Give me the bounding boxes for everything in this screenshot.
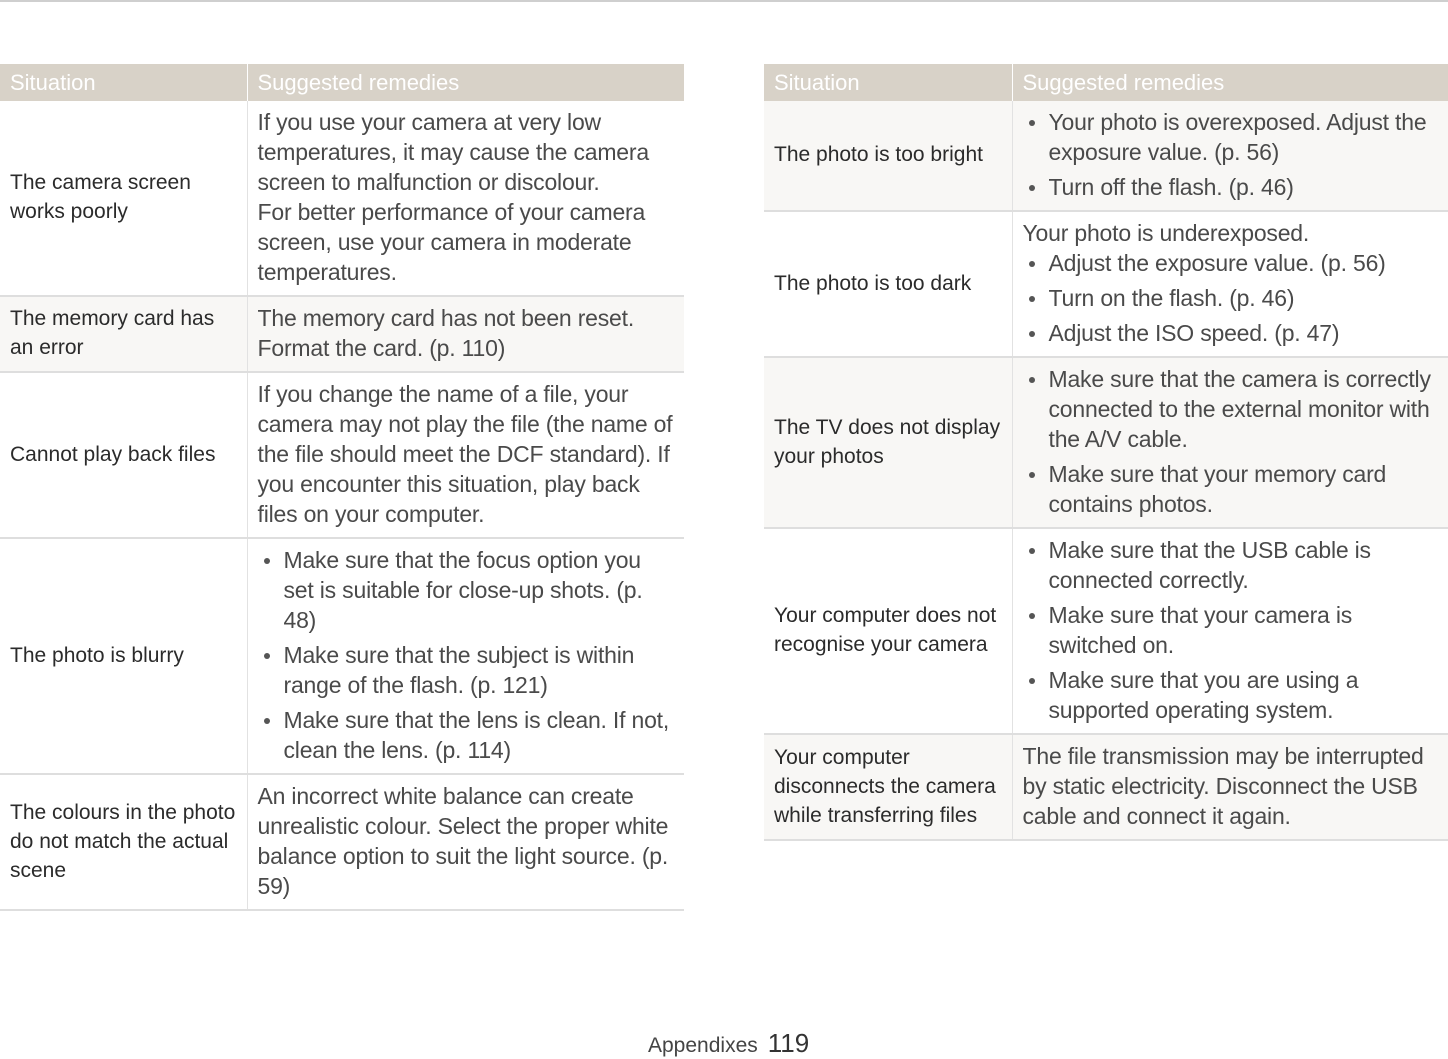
troubleshooting-table-right [764, 64, 1448, 841]
remedy-cell [1012, 211, 1448, 357]
remedy-bullet: Make sure that the camera is correctly connected to the external monitor with the A/V cable. [1023, 364, 1439, 454]
table-row [0, 372, 684, 538]
remedy-bullet: Adjust the ISO speed. (p. 47) [1023, 318, 1439, 348]
situation-cell: The TV does not display your photos [764, 357, 1012, 528]
situation-cell: The photo is too bright [764, 101, 1012, 211]
situation-cell: Your computer does not recognise your camera [764, 528, 1012, 734]
remedy-bullet: Make sure that you are using a supported operating system. [1023, 665, 1439, 725]
header-remedies: Suggested remedies [1012, 64, 1448, 101]
table-row [764, 528, 1448, 734]
situation-cell: The camera screen works poorly [0, 101, 247, 296]
table-row [764, 734, 1448, 840]
remedy-bullet: Make sure that the USB cable is connected correctly. [1023, 535, 1439, 595]
situation-cell: The photo is blurry [0, 538, 247, 774]
remedy-bullet: Turn off the flash. (p. 46) [1023, 172, 1439, 202]
remedy-bullet-list [1023, 107, 1439, 202]
remedy-cell [247, 538, 684, 774]
remedy-bullet: Turn on the flash. (p. 46) [1023, 283, 1439, 313]
remedy-cell [1012, 101, 1448, 211]
remedy-bullet-list [1023, 364, 1439, 519]
remedy-bullet-list [258, 545, 675, 765]
remedy-bullet: Adjust the exposure value. (p. 56) [1023, 248, 1439, 278]
table-row [0, 101, 684, 296]
page-number: 119 [767, 1028, 810, 1058]
remedy-text: If you use your camera at very low temperatures, it may cause the camera screen to malfunction or discolour. [257, 109, 649, 195]
table-row [0, 296, 684, 372]
header-remedies: Suggested remedies [247, 64, 684, 101]
remedy-text: If you change the name of a file, your camera may not play the file (the name of the file should meet the DCF standard). If you encounter this situation, play back files on your computer. [257, 381, 673, 527]
remedy-text: An incorrect white balance can create unrealistic colour. Select the proper white balance option to suit the light source. (p. 59) [257, 783, 669, 899]
top-rule [0, 0, 1448, 2]
remedy-bullet-list [1023, 248, 1439, 348]
table-header [764, 64, 1448, 101]
remedy-cell [1012, 528, 1448, 734]
remedy-bullet: Make sure that the lens is clean. If not, clean the lens. (p. 114) [258, 705, 675, 765]
remedy-text: For better performance of your camera screen, use your camera in moderate temperatures. [257, 199, 646, 285]
remedy-text: The memory card has not been reset. Format the card. (p. 110) [257, 305, 635, 361]
remedy-text: The file transmission may be interrupted by static electricity. Disconnect the USB cable and connect it again. [1022, 743, 1424, 829]
table-header [0, 64, 684, 101]
remedy-cell [247, 372, 684, 538]
remedy-bullet: Make sure that your memory card contains photos. [1023, 459, 1439, 519]
remedy-bullet: Make sure that the subject is within range of the flash. (p. 121) [258, 640, 675, 700]
remedy-bullet: Make sure that the focus option you set is suitable for close-up shots. (p. 48) [258, 545, 675, 635]
situation-cell: The photo is too dark [764, 211, 1012, 357]
troubleshooting-table-left [0, 64, 684, 911]
remedy-bullet-list [1023, 535, 1439, 725]
remedy-text: Your photo is underexposed. [1022, 220, 1310, 246]
table-row [764, 357, 1448, 528]
remedy-cell [247, 774, 684, 910]
remedy-cell [247, 296, 684, 372]
section-label: Appendixes [648, 1034, 758, 1057]
table-row [0, 538, 684, 774]
table-row [764, 211, 1448, 357]
remedy-cell [1012, 357, 1448, 528]
situation-cell: Your computer disconnects the camera while transferring files [764, 734, 1012, 840]
remedy-cell [1012, 734, 1448, 840]
remedy-bullet: Make sure that your camera is switched on. [1023, 600, 1439, 660]
table-row [764, 101, 1448, 211]
remedy-cell [247, 101, 684, 296]
table-row [0, 774, 684, 910]
header-situation: Situation [764, 64, 1012, 101]
situation-cell: Cannot play back files [0, 372, 247, 538]
remedy-bullet: Your photo is overexposed. Adjust the exposure value. (p. 56) [1023, 107, 1439, 167]
situation-cell: The colours in the photo do not match the actual scene [0, 774, 247, 910]
situation-cell: The memory card has an error [0, 296, 247, 372]
header-situation: Situation [0, 64, 247, 101]
page-footer [648, 1028, 809, 1059]
